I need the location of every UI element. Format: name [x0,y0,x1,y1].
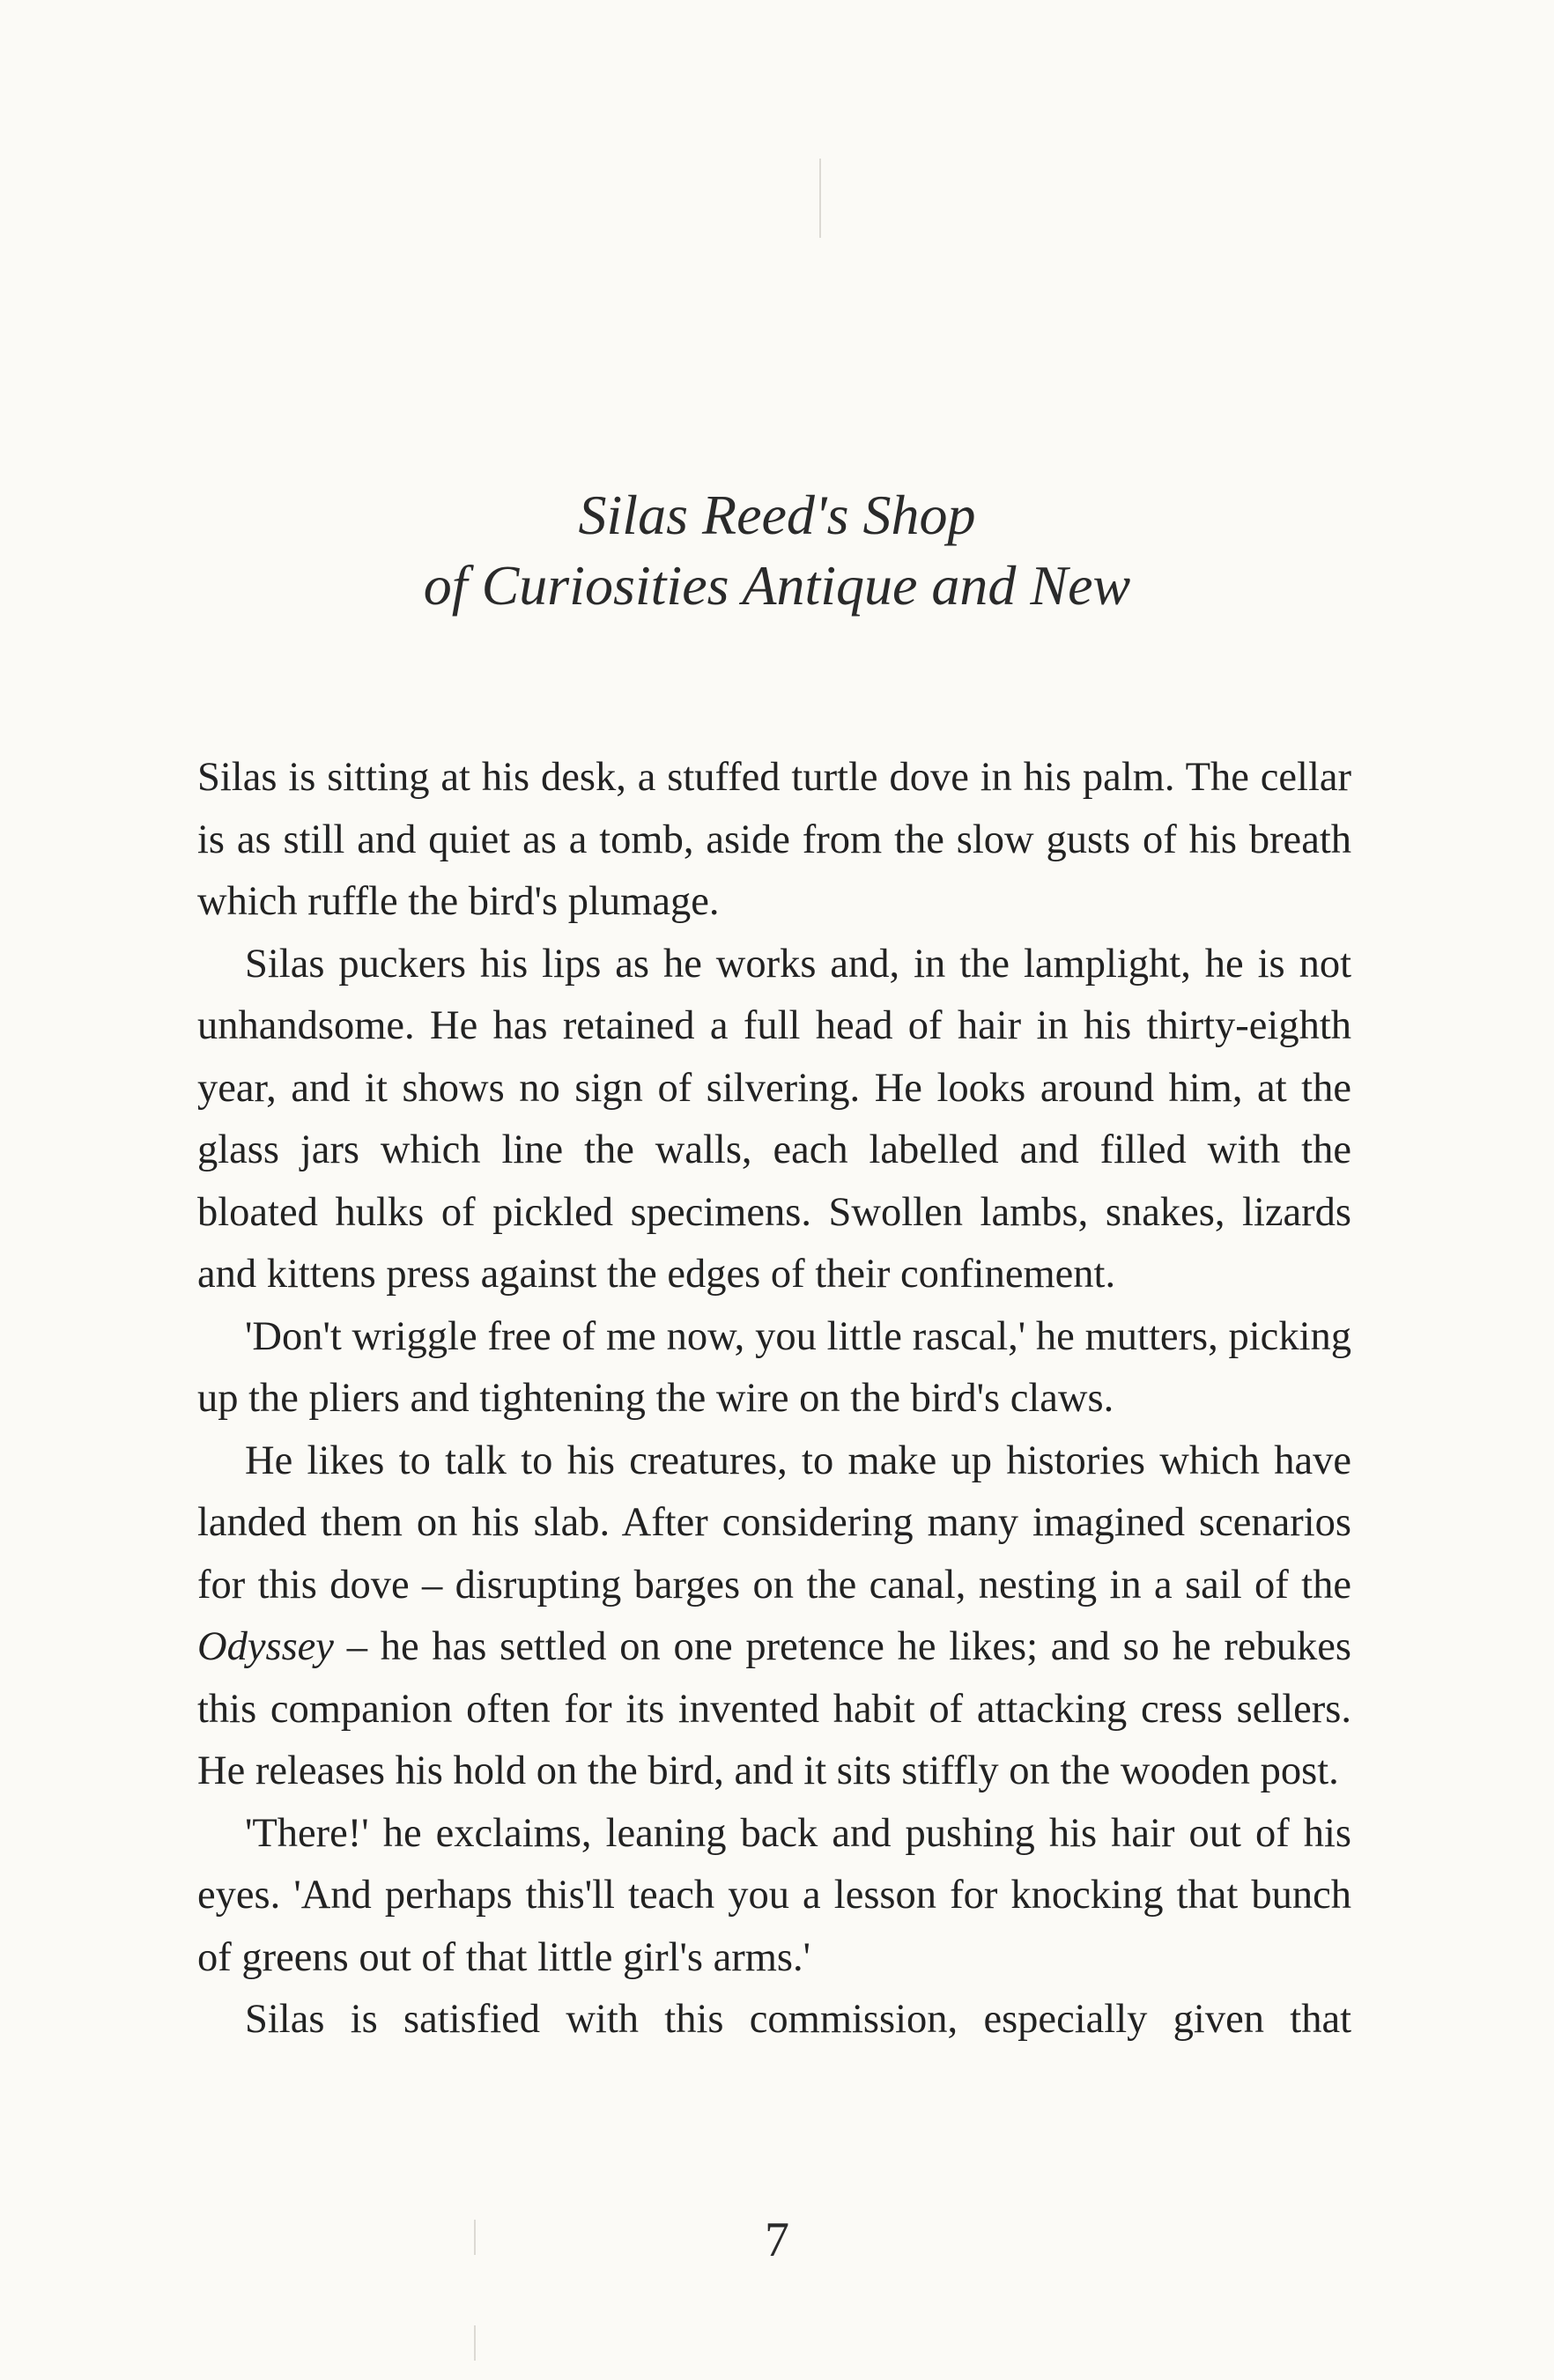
paragraph: 'Don't wriggle free of me now, you little rascal,' he mutters, picking up the pliers and tightening the wire on the bird's claws. [197,1313,1351,1421]
body-text [197,747,1351,2051]
chapter-title-line-2: of Curiosities Antique and New [423,554,1131,617]
paragraph: Silas is satisfied with this commission, especially given that [245,1997,1351,2042]
scan-mark [819,159,821,238]
chapter-title-line-1: Silas Reed's Shop [578,484,976,546]
scan-mark [474,2325,476,2361]
chapter-title [0,480,1554,621]
paragraph-text: – he has settled on one pretence he likes; and so he rebukes this companion often for its invented habit of attacking cress sellers. He releases his hold on the bird, and it sits stiffly on the wooden post. [197,1624,1351,1793]
paragraph: 'There!' he exclaims, leaning back and pushing his hair out of his eyes. 'And perhaps this'll teach you a lesson for knocking that bunch of greens out of that little girl's arms.' [197,1810,1351,1980]
paragraph [197,1430,1351,1803]
ship-name: Odyssey [197,1624,334,1669]
page-number: 7 [765,2213,789,2267]
paragraph: Silas puckers his lips as he works and, in the lamplight, he is not unhandsome. He has retained a full head of hair in his thirty-eighth year, and it shows no sign of silvering. He looks around him, at the glass jars which line the walls, each labelled and filled with the bloated hulks of pickled specimens. Swollen lambs, snakes, lizards and kittens press against the edges of their confinement. [197,941,1351,1297]
paragraph-text: He likes to talk to his creatures, to make up histories which have landed them on his slab. After considering many imagined scenarios for this dove – disrupting barges on the canal, nesting in a sail of the [197,1438,1351,1608]
paragraph: Silas is sitting at his desk, a stuffed turtle dove in his palm. The cellar is as still and quiet as a tomb, aside from the slow gusts of his breath which ruffle the bird's plumage. [197,755,1351,924]
